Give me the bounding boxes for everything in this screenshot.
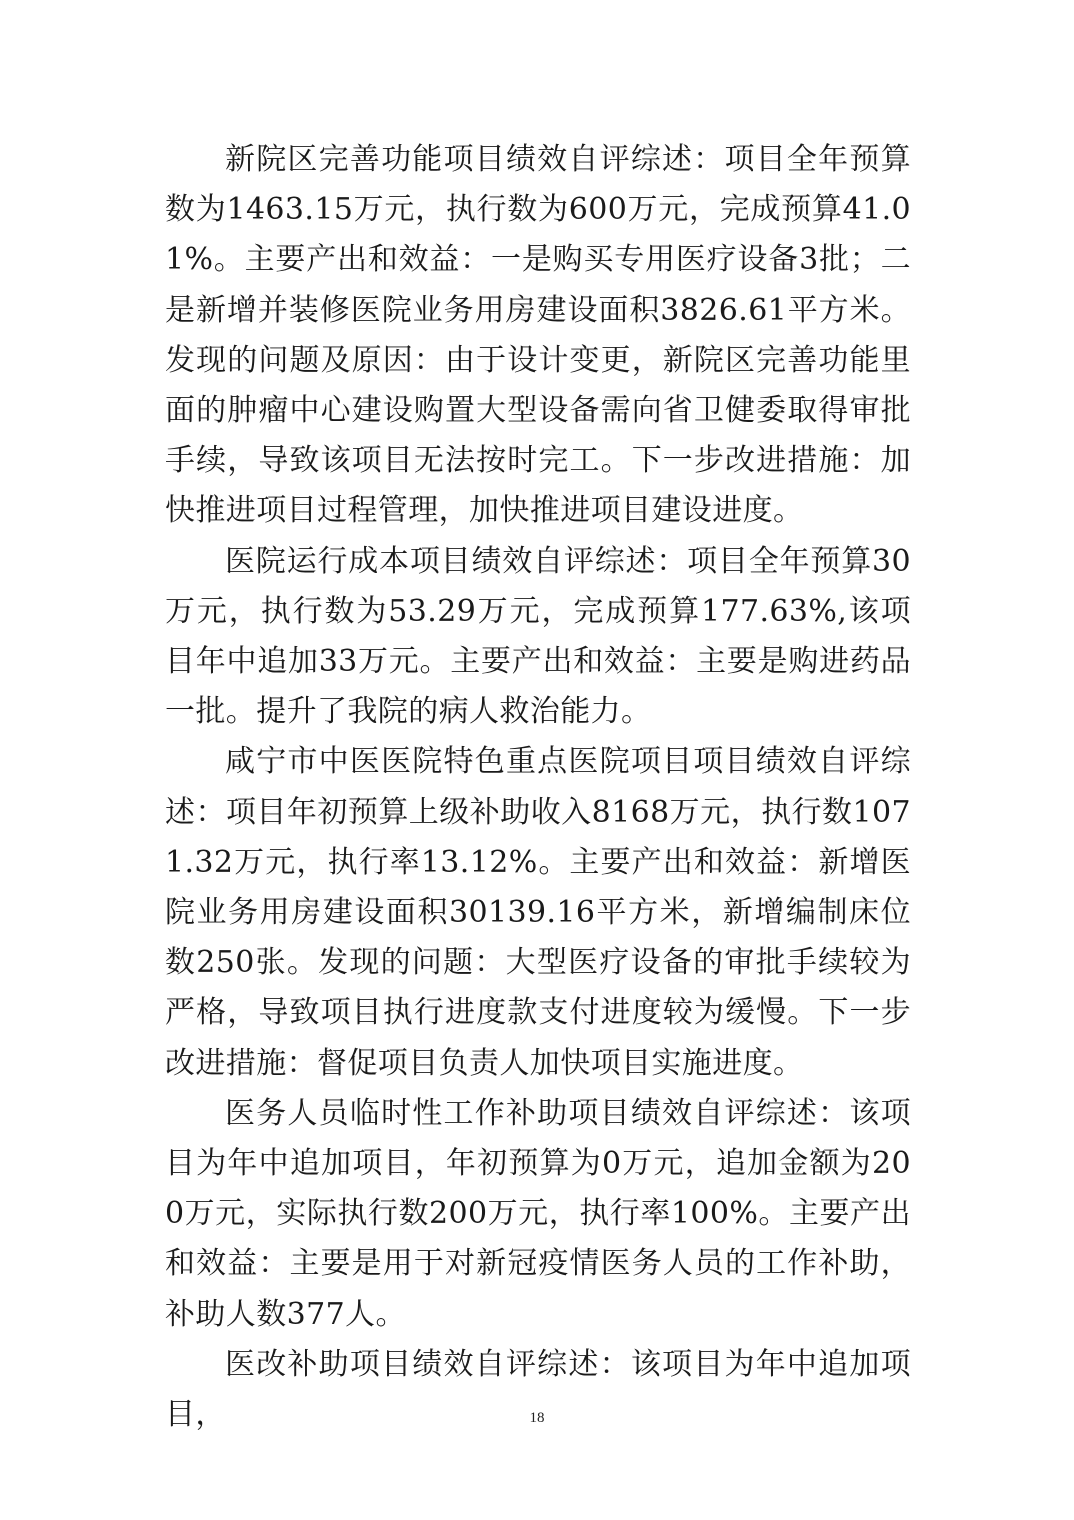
paragraph-operating-cost-project: 医院运行成本项目绩效自评综述：项目全年预算30万元，执行数为53.29万元，完成预算177.63%,该项目年中追加33万元。主要产出和效益：主要是购进药品一批。提升了我院的病人救治能力。 bbox=[165, 543, 911, 730]
paragraph-medical-reform-subsidy-project: 医改补助项目绩效自评综述：该项目为年中追加项目， bbox=[165, 1346, 911, 1433]
document-body bbox=[165, 135, 911, 1440]
paragraph-new-campus-project: 新院区完善功能项目绩效自评综述：项目全年预算数为1463.15万元，执行数为600万元，完成预算41.01%。主要产出和效益：一是购买专用医疗设备3批；二是新增并装修医院业务用房建设面积3826.61平方米。发现的问题及原因：由于设计变更，新院区完善功能里面的肿瘤中心建设购置大型设备需向省卫健委取得审批手续，导致该项目无法按时完工。下一步改进措施：加快推进项目过程管理，加快推进项目建设进度。 bbox=[165, 142, 911, 529]
paragraph-medical-staff-subsidy-project: 医务人员临时性工作补助项目绩效自评综述：该项目为年中追加项目，年初预算为0万元，追加金额为200万元，实际执行数200万元，执行率100%。主要产出和效益：主要是用于对新冠疫情医务人员的工作补助，补助人数377人。 bbox=[165, 1095, 911, 1332]
page-number: 18 bbox=[529, 1410, 545, 1426]
paragraph-tcm-key-hospital-project: 咸宁市中医医院特色重点医院项目项目绩效自评综述：项目年初预算上级补助收入8168万元，执行数1071.32万元，执行率13.12%。主要产出和效益：新增医院业务用房建设面积30139.16平方米，新增编制床位数250张。发现的问题：大型医疗设备的审批手续较为严格，导致项目执行进度款支付进度较为缓慢。下一步改进措施：督促项目负责人加快项目实施进度。 bbox=[165, 744, 911, 1081]
